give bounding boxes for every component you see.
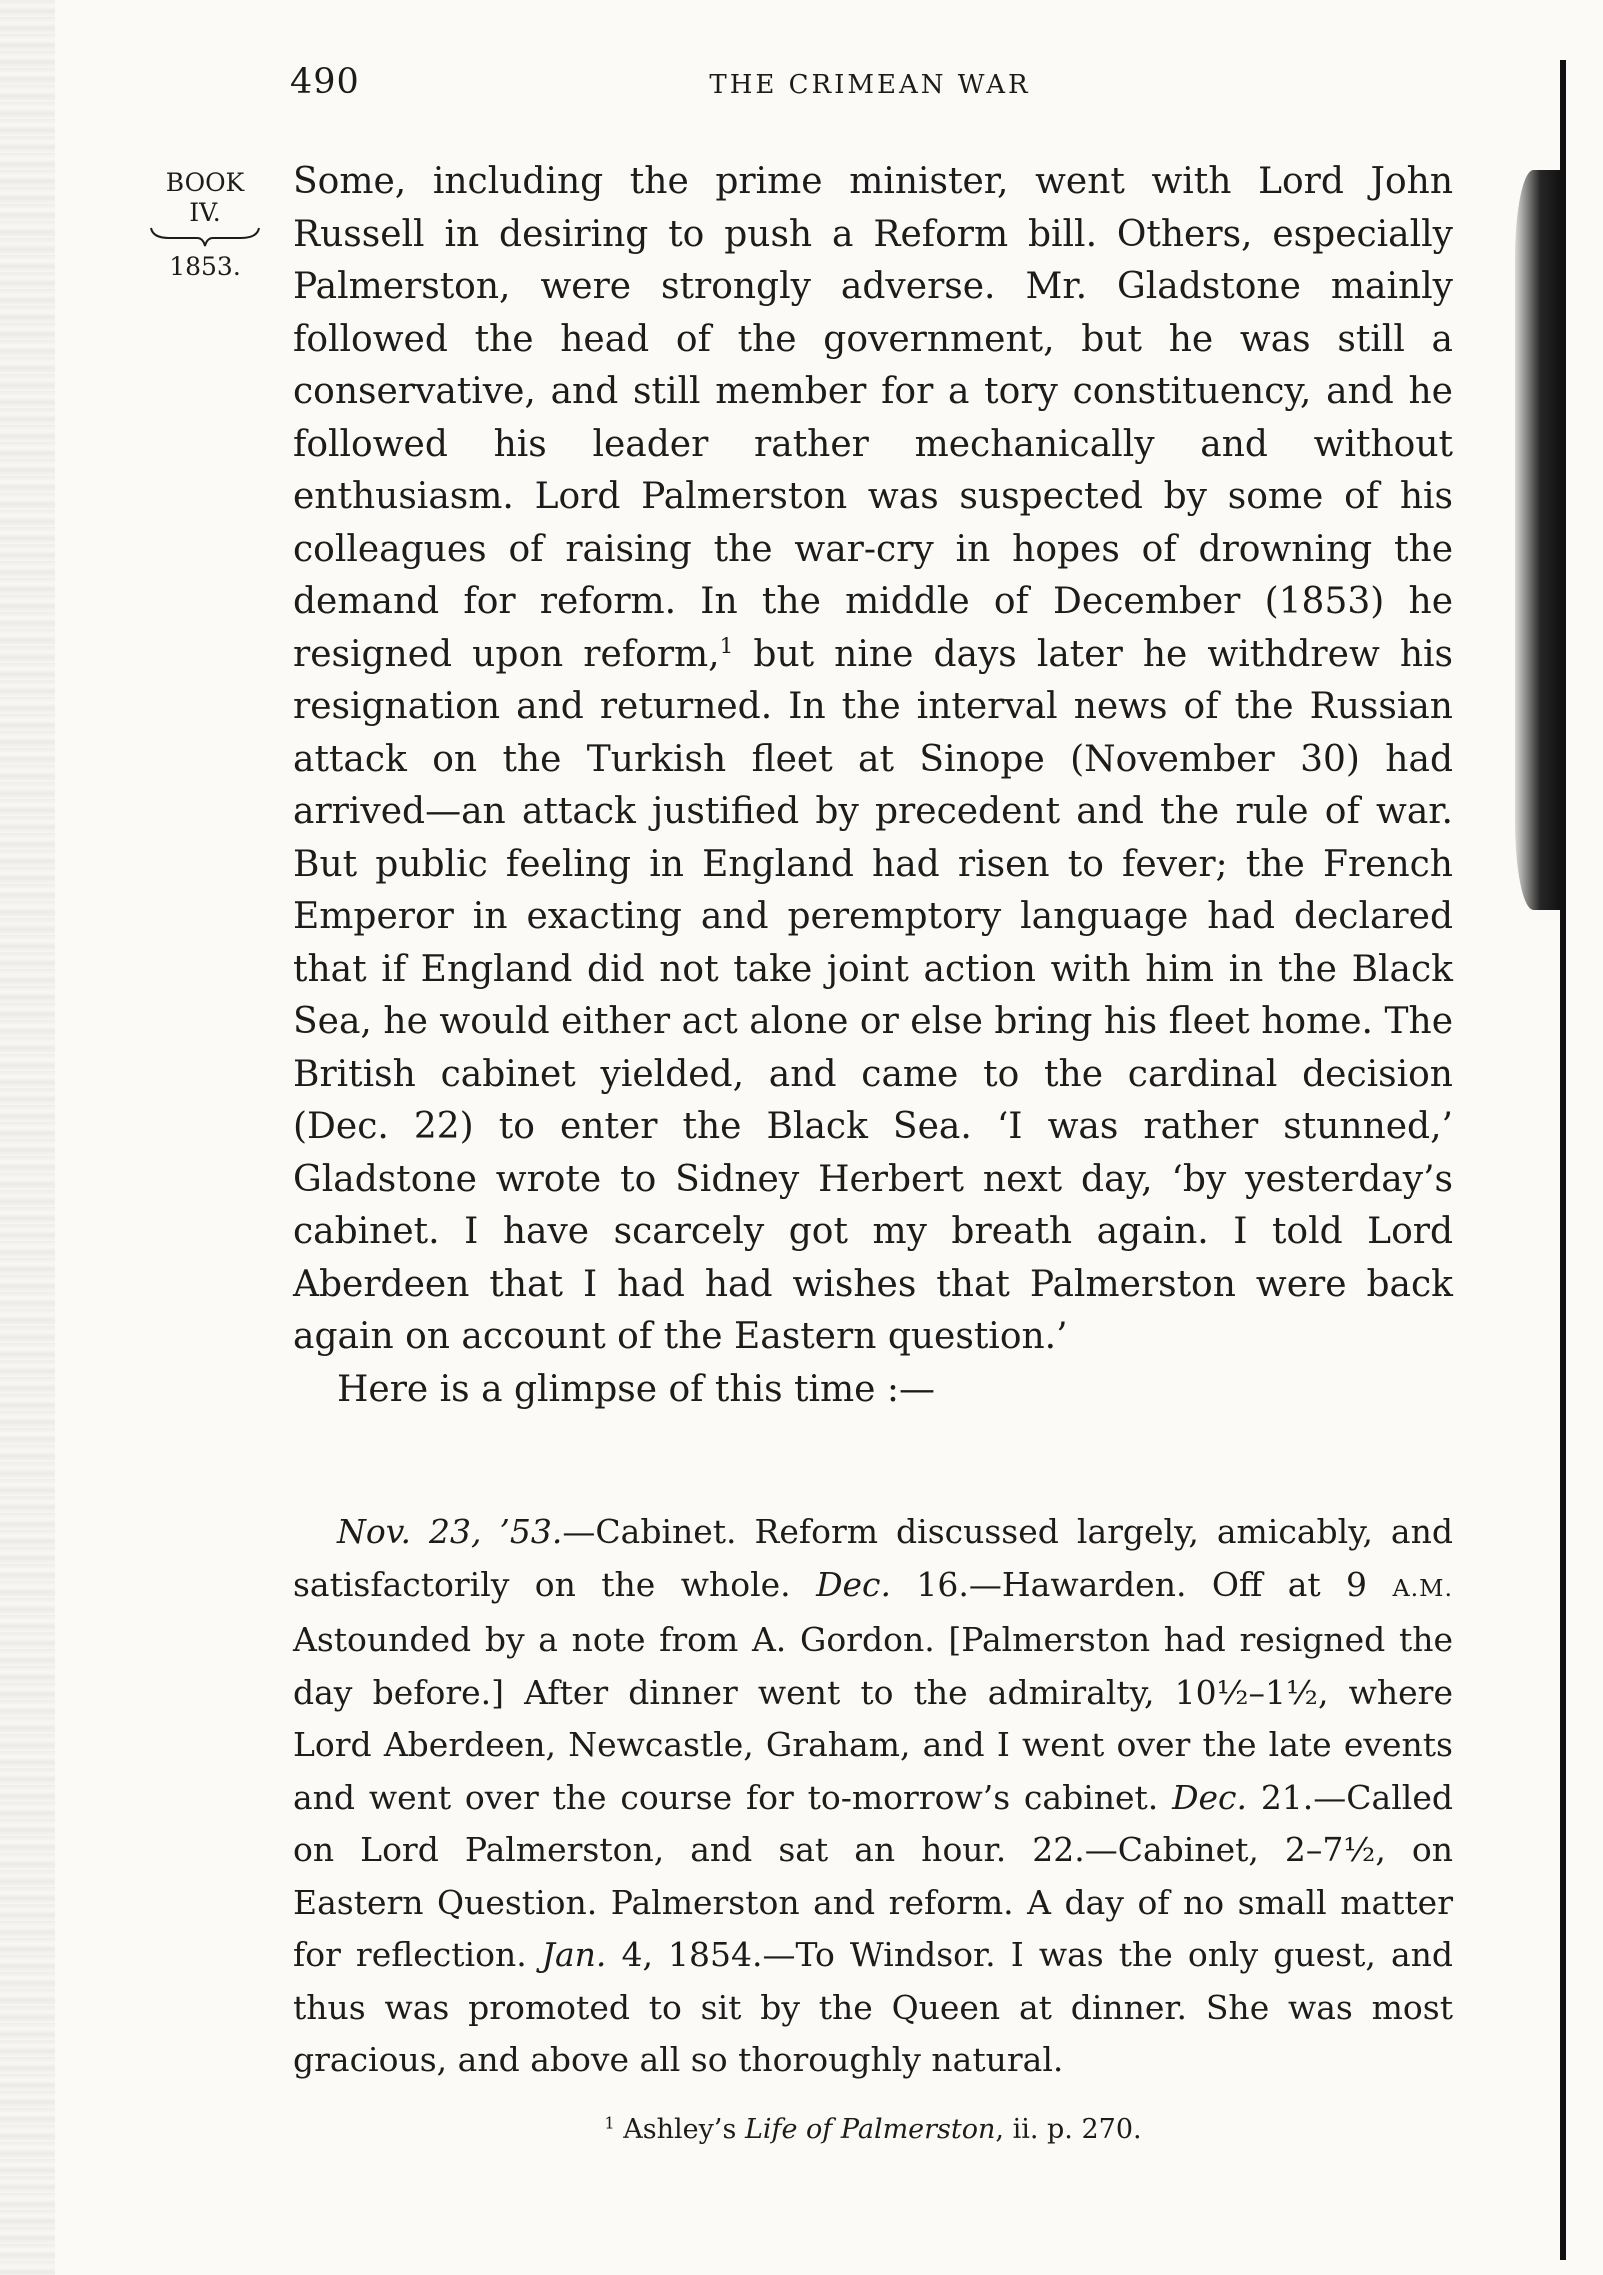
diary-time: A.M.: [1392, 1573, 1454, 1602]
scan-gutter: [0, 0, 55, 2275]
diary-date: Nov. 23, ’53.: [337, 1512, 563, 1551]
footnote: [293, 2114, 1453, 2145]
diary-text: —Cabinet. Reform discussed largely, amicably, and satisfactorily on the whole.: [293, 1512, 1453, 1604]
paragraph: Here is a glimpse of this time :—: [337, 1368, 935, 1410]
footnote-title: Life of Palmerston: [744, 2114, 996, 2145]
brace-icon: [149, 226, 261, 248]
sidenote-volume: IV.: [189, 198, 221, 227]
sidenote-year: 1853.: [169, 252, 241, 281]
paragraph-text: Some, including the prime minister, went with Lord John Russell in desiring to push a Reform bill. Others, especially Palmerston, were strongly adverse. Mr. Gladstone mainly followed the head of the government, but he was still a conservative, and still member for a tory constituency, and he followed his leader rather mechanically and without enthusiasm. Lord Palmerston was suspected by some of his colleagues of raising the war-cry in hopes of drowning the demand for reform. In the middle of December (1853) he resigned upon reform,: [293, 161, 1453, 675]
main-text: [293, 156, 1453, 1416]
running-title: THE CRIMEAN WAR: [709, 70, 1031, 100]
page-header: [290, 62, 1450, 122]
binding-edge: [1560, 60, 1566, 2260]
sidenote-book: BOOK: [165, 168, 245, 197]
diary-text: 4, 1854.—To Windsor. I was the only guest, and thus was promoted to sit by the Queen at dinner. She was most gracious, and above all so thoroughly natural.: [293, 1935, 1453, 2079]
margin-sidenote: [145, 168, 265, 282]
footnote-marker: 1: [604, 2113, 615, 2133]
footnote-reference: 1: [719, 633, 734, 659]
footnote-text: Ashley’s: [614, 2114, 745, 2145]
diary-text: 16.—Hawarden. Off at 9: [891, 1564, 1393, 1604]
diary-date: Dec.: [1172, 1777, 1248, 1817]
diary-date: Jan.: [541, 1935, 607, 1974]
diary-extract: [293, 1506, 1453, 2087]
page-number: 490: [290, 62, 360, 102]
diary-text: 21.—Called on Lord Palmerston, and sat an hour. 22.—Cabinet, 2–7½, on Eastern Question. Palmerston and reform. A day of no small matter for reflection.: [293, 1777, 1453, 1974]
binding-shadow: [1515, 170, 1561, 910]
footnote-text: , ii. p. 270.: [995, 2114, 1142, 2145]
diary-date: Dec.: [816, 1564, 892, 1604]
paragraph: [293, 156, 1453, 1364]
paragraph-text: but nine days later he withdrew his resignation and returned. In the interval news of the Russian attack on the Turkish fleet at Sinope (November 30) had arrived—an attack justified by precedent and the rule of war. But public feeling in England had risen to fever; the French Emperor in exacting and peremptory language had declared that if England did not take joint action with him in the Black Sea, he would either act alone or else bring his fleet home. The British cabinet yielded, and came to the cardinal decision (Dec. 22) to enter the Black Sea. ‘I was rather stunned,’ Gladstone wrote to Sidney Herbert next day, ‘by yesterday’s cabinet. I have scarcely got my breath again. I told Lord Aberdeen that I had had wishes that Palmerston were back again on account of the Eastern question.’: [293, 633, 1453, 1357]
diary-text: Astounded by a note from A. Gordon. [Palmerston had resigned the day before.] After dinner went to the admiralty, 10½–1½, where Lord Aberdeen, Newcastle, Graham, and I went over the late events and went over the course for to-morrow’s cabinet.: [293, 1620, 1453, 1817]
